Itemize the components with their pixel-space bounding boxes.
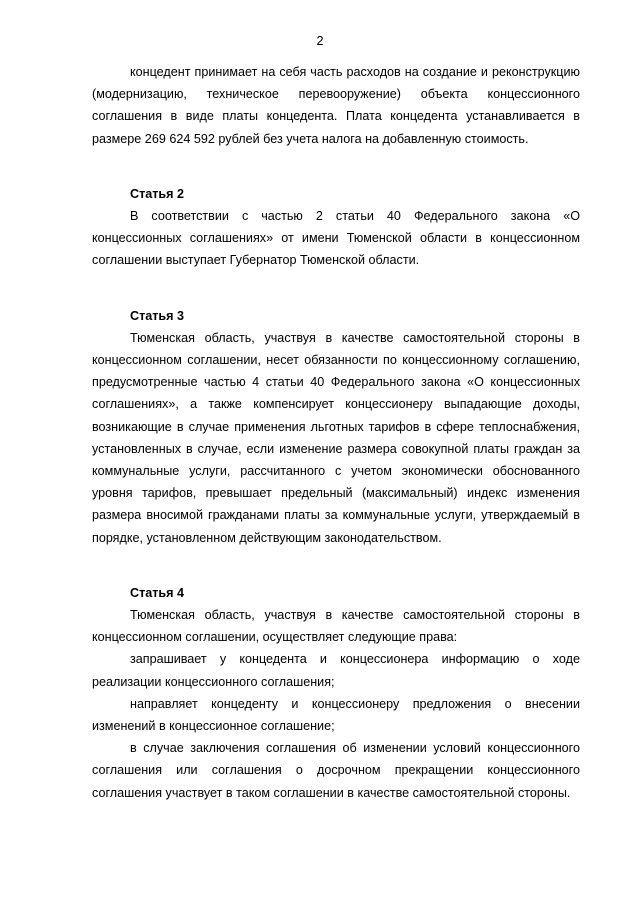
document-body <box>92 61 580 804</box>
page-number: 2 <box>316 34 324 48</box>
intro-paragraph: концедент принимает на себя часть расходов на создание и реконструкцию (модернизацию, техническое перевооружение) объекта концессионного соглашения в виде платы концедента. Плата концедента устанавливается в размере 269 624 592 рублей без учета налога на добавленную стоимость. <box>92 65 580 146</box>
article-3-title: Статья 3 <box>130 308 185 323</box>
article-2-paragraph: В соответствии с частью 2 статьи 40 Федерального закона «О концессионных соглашениях» от имени Тюменской области в концессионном соглашении выступает Губернатор Тюменской области. <box>92 209 580 268</box>
article-4-paragraph: в случае заключения соглашения об изменении условий концессионного соглашения или соглашения о досрочном прекращении концессионного соглашения участвует в таком соглашении в качестве самостоятельной стороны. <box>92 741 580 800</box>
article-2-title: Статья 2 <box>130 186 185 201</box>
article-4-title: Статья 4 <box>130 585 185 600</box>
article-3-paragraph: Тюменская область, участвуя в качестве самостоятельной стороны в концессионном соглашении, несет обязанности по концессионному соглашению, предусмотренные частью 4 статьи 40 Федерального закона «О концессионных соглашениях», а также компенсирует концессионеру выпадающие доходы, возникающие в случае применения льготных тарифов в сфере теплоснабжения, установленных в случае, если изменение размера совокупной платы граждан за коммунальные услуги, рассчитанного с учетом экономически обоснованного уровня тарифов, превышает предельный (максимальный) индекс изменения размера вносимой гражданами платы за коммунальные услуги, утверждаемый в порядке, установленном действующим законодательством. <box>92 330 580 545</box>
article-4-paragraph: направляет концеденту и концессионеру предложения о внесении изменений в концессионное соглашение; <box>92 696 580 734</box>
article-4-paragraph: Тюменская область, участвуя в качестве самостоятельной стороны в концессионном соглашении, осуществляет следующие права: <box>92 608 580 645</box>
article-4-paragraph: запрашивает у концедента и концессионера информацию о ходе реализации концессионного соглашения; <box>92 652 580 689</box>
